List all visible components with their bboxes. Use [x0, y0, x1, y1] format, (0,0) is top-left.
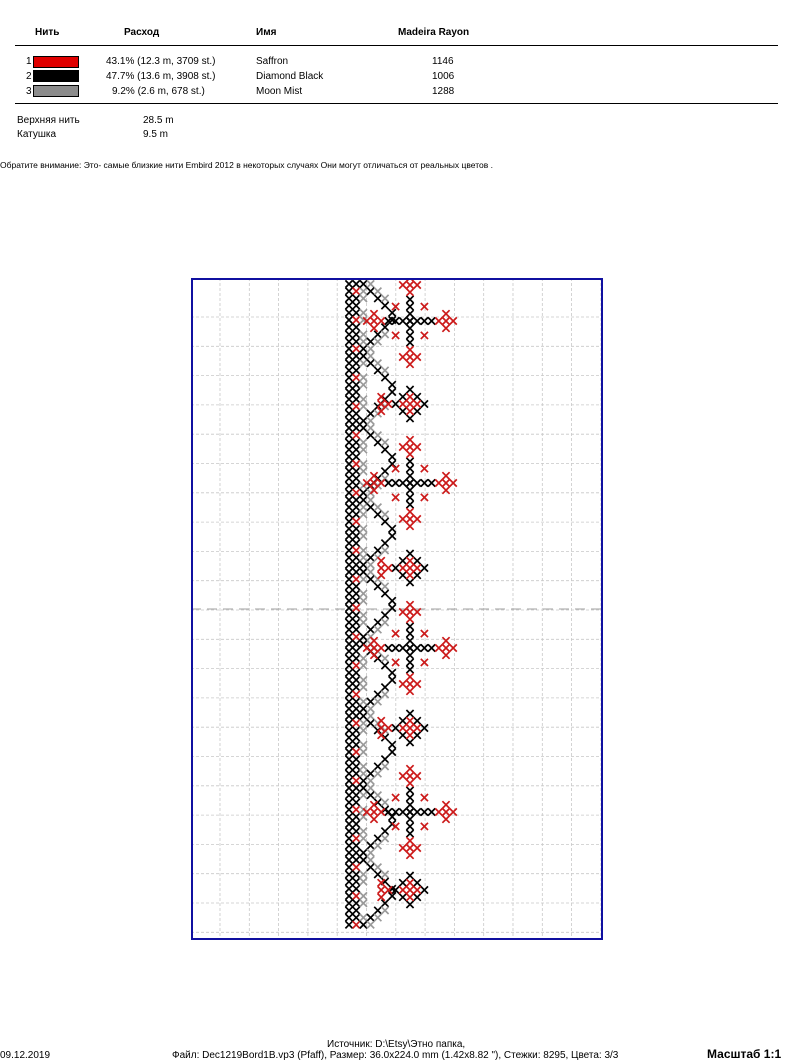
bobbin-value: 9.5 m [143, 129, 169, 140]
color-swatch-red [33, 56, 79, 68]
footer-date: 09.12.2019 [0, 1050, 51, 1061]
thread-name: Saffron [256, 56, 289, 67]
col-header-usage: Расход [124, 27, 160, 38]
thread-code: 1006 [432, 71, 455, 82]
thread-usage: 43.1% (12.3 m, 3709 st.) [106, 56, 216, 67]
pattern-grid [191, 278, 603, 940]
thread-usage: 9.2% (2.6 m, 678 st.) [112, 86, 205, 97]
color-swatch-gray [33, 85, 79, 97]
color-swatch-black [33, 70, 79, 82]
thread-usage: 47.7% (13.6 m, 3908 st.) [106, 71, 216, 82]
table-bottom-rule [15, 103, 778, 104]
col-header-brand: Madeira Rayon [398, 27, 470, 38]
thread-index: 1 [26, 56, 32, 67]
thread-index: 3 [26, 86, 32, 97]
thread-code: 1146 [432, 56, 454, 67]
thread-name: Moon Mist [256, 86, 303, 97]
bobbin-label: Катушка [17, 129, 57, 140]
table-top-rule [15, 45, 778, 46]
col-header-name: Имя [256, 27, 277, 38]
footer-source: Источник: D:\Etsy\Этно папка, [327, 1039, 466, 1050]
footer-file-info: Файл: Dec1219Bord1B.vp3 (Pfaff), Размер: 36.0x224.0 mm (1.42x8.82 "), Стежки: 8295, Цвета: 3/3 [172, 1050, 619, 1061]
thread-name: Diamond Black [256, 71, 324, 82]
embroidery-pattern-preview [191, 278, 603, 940]
thread-index: 2 [26, 71, 32, 82]
top-thread-label: Верхняя нить [17, 115, 80, 126]
thread-code: 1288 [432, 86, 455, 97]
pattern-border [192, 279, 602, 939]
footer-scale: Масштаб 1:1 [707, 1047, 782, 1061]
color-note: Обратите внимание: Это- самые близкие нити Embird 2012 в некоторых случаях Они могут отличаться от реальных цветов . [0, 160, 493, 170]
col-header-thread: Нить [35, 27, 60, 38]
top-thread-value: 28.5 m [143, 115, 174, 126]
